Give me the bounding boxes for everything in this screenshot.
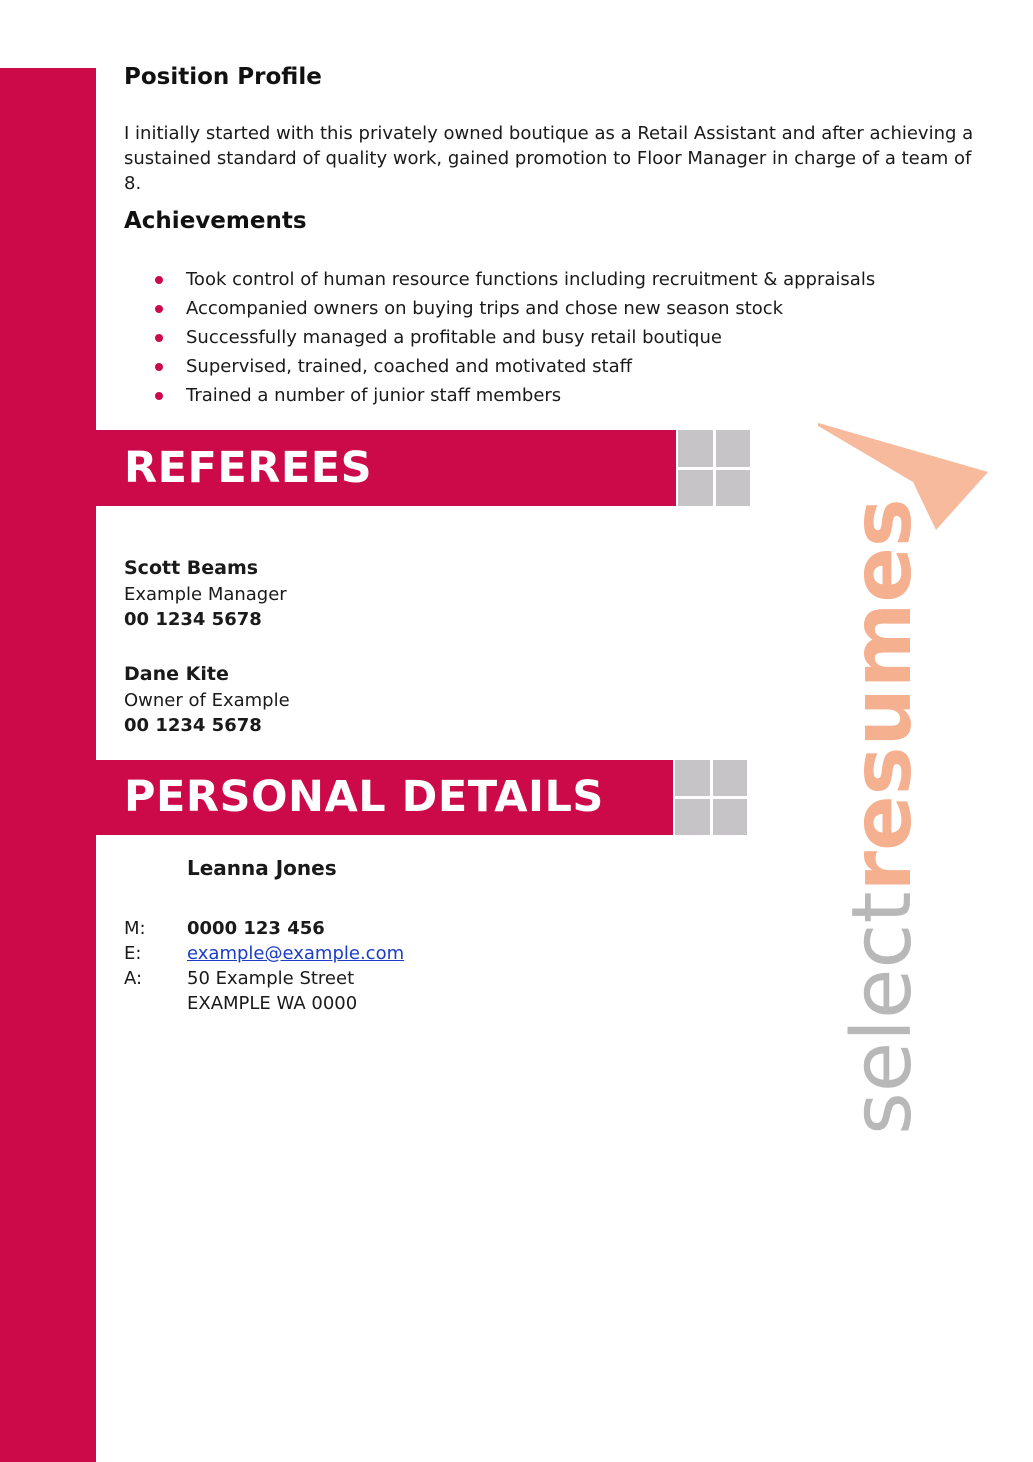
email-link[interactable]: example@example.com bbox=[187, 943, 405, 964]
achievements-list bbox=[124, 265, 875, 410]
achievements-heading: Achievements bbox=[124, 208, 307, 234]
mobile-value: 0000 123 456 bbox=[187, 918, 325, 939]
bullet-icon bbox=[155, 305, 163, 313]
position-profile-heading: Position Profile bbox=[124, 64, 322, 90]
list-item: Trained a number of junior staff members bbox=[124, 381, 875, 410]
bullet-icon bbox=[155, 392, 163, 400]
list-item: Supervised, trained, coached and motivated staff bbox=[124, 352, 875, 381]
position-profile-text-line1: I initially started with this privately owned boutique as a Retail Assistant and after achieving a bbox=[124, 123, 974, 144]
position-profile-text-line2: sustained standard of quality work, gained promotion to Floor Manager in charge of a team of 8. bbox=[124, 148, 972, 194]
address-line2: EXAMPLE WA 0000 bbox=[187, 993, 358, 1014]
referees-heading: REFEREES bbox=[124, 443, 373, 493]
referee-phone: 00 1234 5678 bbox=[124, 609, 262, 630]
referee-role: Example Manager bbox=[124, 584, 287, 605]
grid-tiles-icon bbox=[675, 760, 747, 835]
person-name: Leanna Jones bbox=[187, 856, 337, 880]
bullet-icon bbox=[155, 276, 163, 284]
address-line1: 50 Example Street bbox=[187, 968, 355, 989]
email-label: E: bbox=[124, 943, 142, 964]
email-value bbox=[187, 943, 404, 964]
bullet-icon bbox=[155, 334, 163, 342]
personal-details-heading-band bbox=[96, 760, 673, 835]
list-item: Successfully managed a profitable and busy retail boutique bbox=[124, 323, 875, 352]
list-item: Took control of human resource functions including recruitment & appraisals bbox=[124, 265, 875, 294]
address-label: A: bbox=[124, 968, 143, 989]
watermark-text: selectresumes bbox=[835, 498, 930, 1135]
selectresumes-watermark-logo bbox=[818, 420, 998, 1150]
list-item: Accompanied owners on buying trips and chose new season stock bbox=[124, 294, 875, 323]
grid-tiles-icon bbox=[678, 430, 750, 506]
referee-phone: 00 1234 5678 bbox=[124, 715, 262, 736]
side-accent-bar bbox=[0, 68, 96, 1462]
referee-role: Owner of Example bbox=[124, 690, 290, 711]
personal-details-heading: PERSONAL DETAILS bbox=[124, 772, 604, 822]
mobile-label: M: bbox=[124, 918, 146, 939]
referees-heading-band bbox=[96, 430, 676, 506]
referee-name: Dane Kite bbox=[124, 663, 229, 685]
referee-name: Scott Beams bbox=[124, 557, 259, 579]
bullet-icon bbox=[155, 363, 163, 371]
